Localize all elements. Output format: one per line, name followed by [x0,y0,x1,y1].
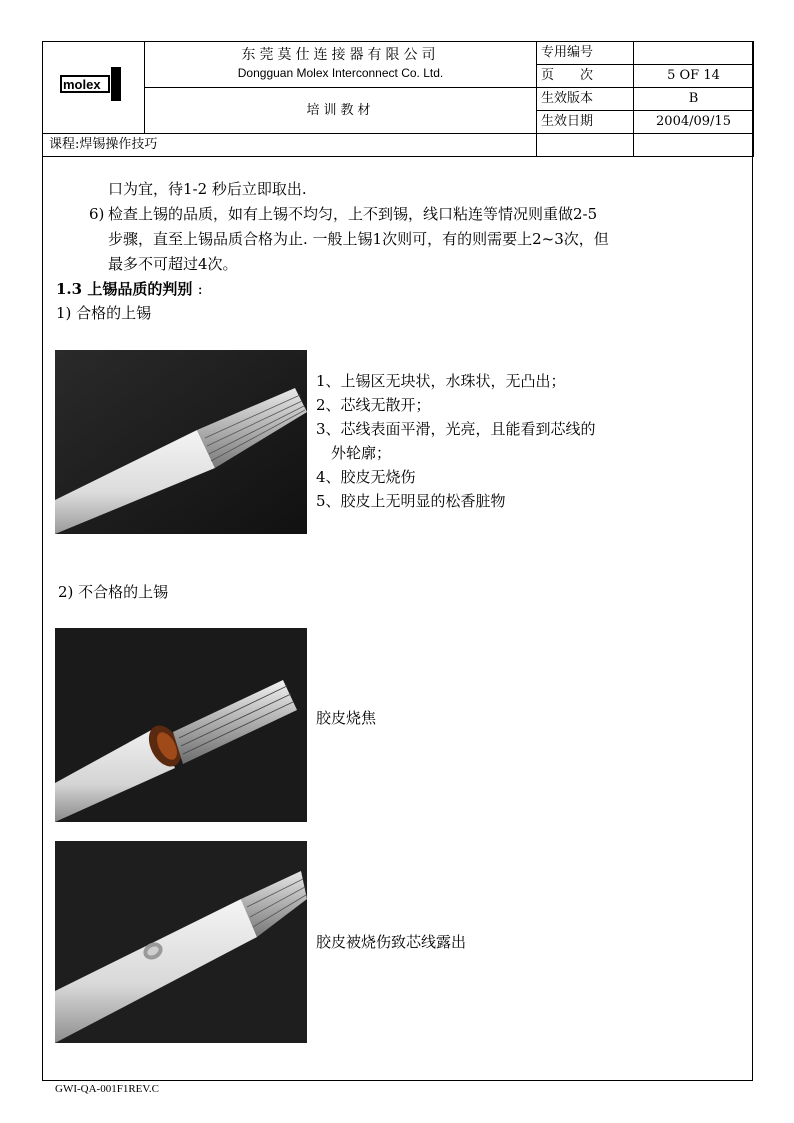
step6-line3: 最多不可超过4次。 [108,255,238,273]
value-version: B [634,88,754,111]
criterion-5: 5、胶皮上无明显的松香脏物 [316,492,506,510]
good-solder-photo [55,350,307,534]
criterion-4: 4、胶皮无烧伤 [316,468,416,486]
company-name-cn: 东莞莫仕连接器有限公司 [241,47,440,63]
course-blank-2 [634,134,754,157]
step6-number: 6) [89,205,105,223]
good-heading: 1) 合格的上锡 [56,304,152,322]
document-header [42,41,754,157]
value-effective-date: 2004/09/15 [634,111,754,134]
doc-type: 培训教材 [145,88,537,134]
section-title-text: 1.3 上锡品质的判别 [56,280,193,298]
step6-line2: 步骤，直至上锡品质合格为止. 一般上锡1次则可，有的则需要上2~3次，但 [108,230,609,248]
label-version: 生效版本 [537,88,634,111]
bad-solder-photo-burnt [55,628,307,822]
label-page: 页 次 [537,65,634,88]
step6-line1: 检查上锡的品质，如有上锡不均匀，上不到锡，线口粘连等情况则重做2-5 [108,205,598,223]
company-name [145,42,537,88]
logo-cell [43,42,145,134]
label-doc-number: 专用编号 [537,42,634,65]
section-title-colon: : [197,280,203,298]
company-name-en: Dongguan Molex Interconnect Co. Ltd. [237,66,444,80]
bad-heading: 2) 不合格的上锡 [58,583,169,601]
label-effective-date: 生效日期 [537,111,634,134]
footer-code: GWI-QA-001F1REV.C [55,1083,159,1095]
bad1-caption: 胶皮烧焦 [316,709,377,727]
value-doc-number [634,42,754,65]
criterion-2: 2、芯线无散开； [316,396,431,414]
criterion-3-cont: 外轮廓； [316,444,392,462]
bad-solder-photo-exposed [55,841,307,1043]
course-blank-1 [537,134,634,157]
body-line1: 口为宜，待1-2 秒后立即取出. [108,180,307,198]
value-page: 5 OF 14 [634,65,754,88]
bad2-caption: 胶皮被烧伤致芯线露出 [316,933,467,951]
criterion-1: 1、上锡区无块状，水珠状，无凸出； [316,372,566,390]
molex-logo [59,64,129,104]
course-title: 课程:焊锡操作技巧 [43,134,537,157]
criterion-3: 3、芯线表面平滑，光亮，且能看到芯线的 [316,420,596,438]
svg-text:molex: molex [62,76,101,92]
section-title [56,278,203,301]
